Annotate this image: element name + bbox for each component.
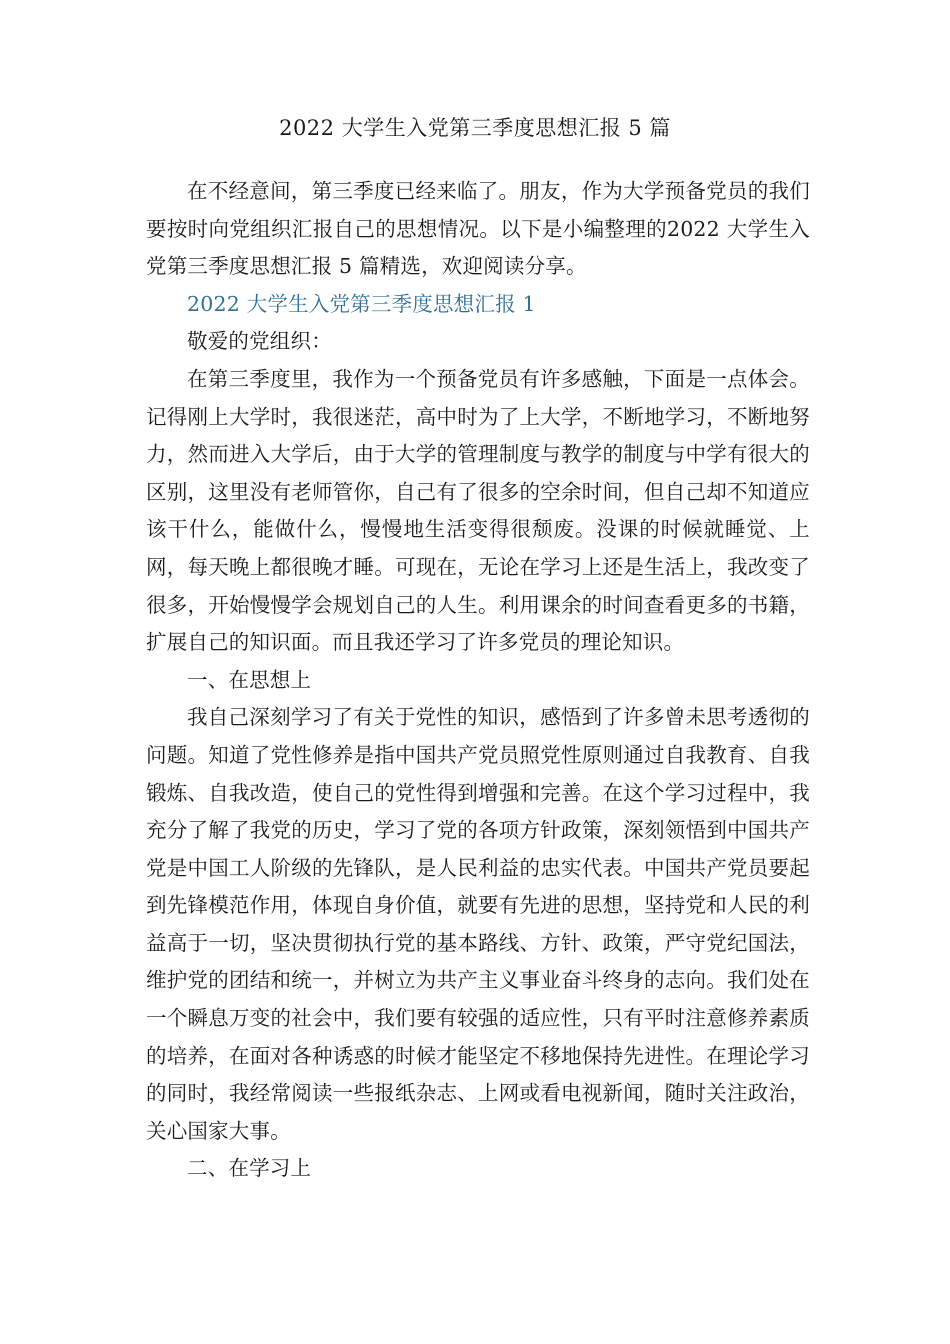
document-body xyxy=(146,173,810,1188)
subheading-study: 二、在学习上 xyxy=(187,1156,312,1181)
section-heading-link[interactable]: 2022 大学生入党第三季度思想汇报 1 xyxy=(187,291,536,316)
document-title: 2022 大学生入党第三季度思想汇报 5 篇 xyxy=(279,116,671,140)
body-paragraph-2: 我自己深刻学习了有关于党性的知识，感悟到了许多曾未思考透彻的问题。知道了党性修养是指中国共产党员照党性原则通过自我教育、自我锻炼、自我改造，使自己的党性得到增强和完善。在这个学习过程中，我充分了解了我党的历史，学习了党的各项方针政策，深刻领悟到中国共产党是中国工人阶级的先锋队，是人民利益的忠实代表。中国共产党员要起到先锋模范作用，体现自身价值，就要有先进的思想，坚持党和人民的利益高于一切，坚决贯彻执行党的基本路线、方针、政策，严守党纪国法，维护党的团结和统一，并树立为共产主义事业奋斗终身的志向。我们处在一个瞬息万变的社会中，我们要有较强的适应性，只有平时注意修养素质的培养，在面对各种诱惑的时候才能坚定不移地保持先进性。在理论学习的同时，我经常阅读一些报纸杂志、上网或看电视新闻，随时关注政治，关心国家大事。 xyxy=(146,705,810,1143)
intro-paragraph: 在不经意间，第三季度已经来临了。朋友，作为大学预备党员的我们要按时向党组织汇报自己的思想情况。以下是小编整理的2022 大学生入党第三季度思想汇报 5 篇精选，欢迎阅读分享。 xyxy=(146,179,810,279)
subheading-thought: 一、在思想上 xyxy=(187,667,312,692)
body-paragraph-1: 在第三季度里，我作为一个预备党员有许多感触，下面是一点体会。 记得刚上大学时，我很迷茫，高中时为了上大学，不断地学习，不断地努力，然而进入大学后，由于大学的管理制度与教学的制度与中学有很大的区别，这里没有老师管你，自己有了很多的空余时间，但自己却不知道应该干什么，能做什么，慢慢地生活变得很颓废。没课的时候就睡觉、上网，每天晚上都很晚才睡。可现在，无论在学习上还是生活上，我改变了很多，开始慢慢学会规划自己的人生。利用课余的时间查看更多的书籍，扩展自己的知识面。而且我还学习了许多党员的理论知识。 xyxy=(146,366,810,655)
salutation: 敬爱的党组织： xyxy=(187,329,332,354)
